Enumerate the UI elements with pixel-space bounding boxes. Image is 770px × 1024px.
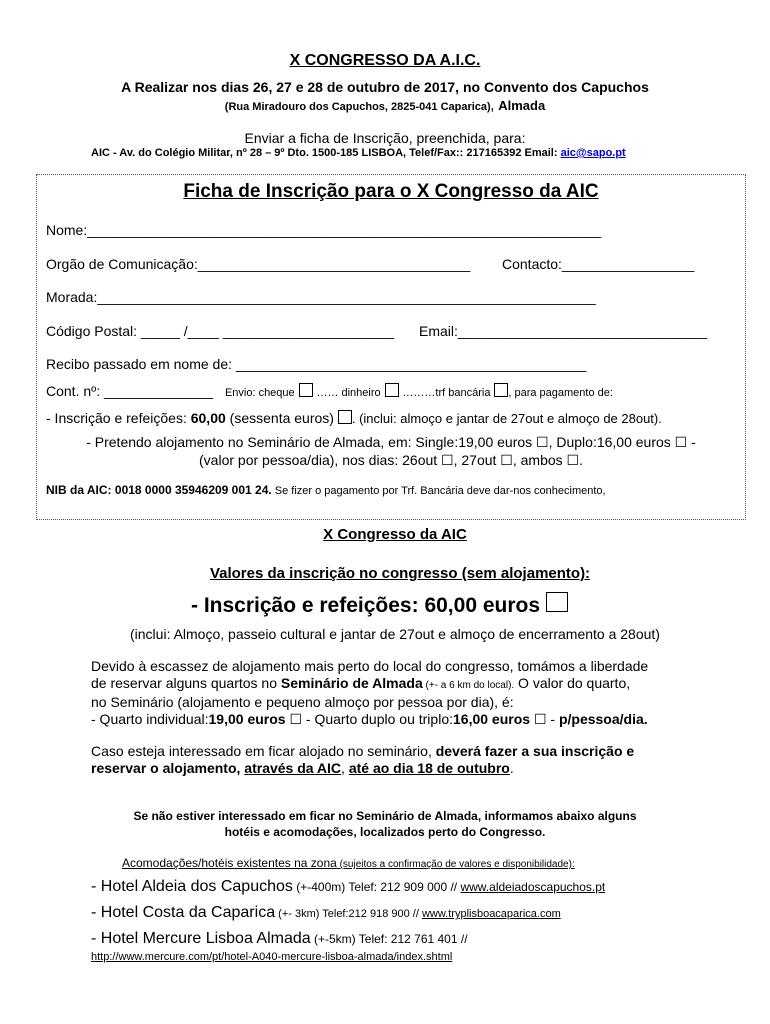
reserva-via-aic: através da AIC <box>244 760 342 776</box>
reserva-paragraph <box>91 743 634 777</box>
quarto-individual: - Quarto individual: <box>91 711 209 727</box>
field-orgao[interactable]: Orgão de Comunicação:___________________________________ <box>46 256 471 272</box>
acomodacoes-note: (sujeitos a confirmação de valores e disponibilidade): <box>336 859 575 870</box>
nib-line <box>46 483 606 497</box>
hotel-link[interactable]: www.aldeiadoscapuchos.pt <box>460 880 606 894</box>
inscricao-price: 60,00 <box>190 410 226 426</box>
field-codigo-postal[interactable]: Código Postal: _____ /____ ______________________ <box>46 323 394 339</box>
reserva-deadline: até ao dia 18 de outubro <box>348 760 510 776</box>
field-morada[interactable]: Morada:________________________________________________________________ <box>46 289 596 305</box>
hotel-link[interactable]: http://www.mercure.com/pt/hotel-A040-mercure-lisboa-almada/index.shtml <box>91 951 453 963</box>
info-includes: (inclui: Almoço, passeio cultural e jantar de 27out e almoço de encerramento a 28out) <box>130 626 660 642</box>
acomodacoes-title: Acomodações/hotéis existentes na zona <box>122 856 337 870</box>
reserva-line-1 <box>91 743 634 760</box>
inscricao-post: (sessenta euros) <box>225 410 334 426</box>
reserva-bold-2: reservar o alojamento, <box>91 760 245 776</box>
inscricao-pre: - Inscrição e refeições: <box>46 410 191 426</box>
field-recibo[interactable]: Recibo passado em nome de: _____________________________________________ <box>46 356 587 372</box>
reserva-comma: , <box>341 760 349 776</box>
envio-label: Envio: cheque <box>224 387 295 399</box>
quarto-duplo: ☐ - Quarto duplo ou triplo: <box>285 711 453 727</box>
seminario-paragraph <box>91 658 648 728</box>
hotel-item <box>91 930 468 948</box>
reserva-line-2 <box>91 760 634 777</box>
hotel-name: - Hotel Mercure Lisboa Almada <box>91 930 311 947</box>
checkbox-inscricao[interactable] <box>338 410 352 424</box>
quarto-unit: p/pessoa/dia. <box>558 711 648 727</box>
checkbox-dinheiro[interactable] <box>385 383 399 397</box>
field-email[interactable]: Email:________________________________ <box>419 323 708 339</box>
address-city: Almada <box>498 98 546 113</box>
nib-note: Se fizer o pagamento por Trf. Bancária deve dar-nos conhecimento, <box>271 485 606 497</box>
hotel-name: - Hotel Costa da Caparica <box>91 904 276 921</box>
quarto-individual-price: 19,00 euros <box>208 711 286 727</box>
reserva-period: . <box>509 760 514 776</box>
hotel-url-line <box>91 951 452 963</box>
alojamento-line-2: (valor por pessoa/dia), nos dias: 26out ☐, 27out ☐, ambos ☐. <box>199 452 583 468</box>
aic-contact: AIC - Av. do Colégio Militar, nº 28 – 9º Dto. 1500-185 LISBOA, Telef/Fax:: 217165392 Email: <box>91 147 558 159</box>
hotel-detail: (+-400m) Telef: 212 909 000 // <box>292 880 461 894</box>
checkbox-cheque[interactable] <box>299 383 313 397</box>
field-cont[interactable]: Cont. nº: ______________ <box>46 383 214 399</box>
alojamento-line-1: - Pretendo alojamento no Seminário de Almada, em: Single:19,00 euros ☐, Duplo:16,00 euros ☐ - <box>86 434 696 450</box>
aic-contact-line <box>91 147 626 159</box>
pagamento-label: , para pagamento de: <box>508 387 613 399</box>
big-price: - Inscrição e refeições: 60,00 euros <box>191 594 541 617</box>
hotel-detail: (+-5km) Telef: 212 761 401 // <box>310 932 468 946</box>
hotels-note <box>0 808 770 840</box>
hotel-item <box>91 878 605 896</box>
valores-heading: Valores da inscrição no congresso (sem alojamento): <box>209 565 591 582</box>
seminario-line-4 <box>91 711 648 728</box>
hotel-name: - Hotel Aldeia dos Capuchos <box>91 878 293 895</box>
address-street: (Rua Miradouro dos Capuchos, 2825-041 Caparica), <box>224 101 494 113</box>
hotel-item <box>91 904 561 922</box>
trf-label: ………trf bancária <box>402 387 491 399</box>
send-instructions: Enviar a ficha de Inscrição, preenchida, para: <box>244 130 526 146</box>
seminario-valor: O valor do quarto, <box>514 675 631 691</box>
seminario-text: de reservar alguns quartos no <box>91 675 281 691</box>
checkbox-trf[interactable] <box>494 383 508 397</box>
inscricao-line <box>46 410 662 426</box>
info-title: X Congresso da AIC <box>323 526 467 543</box>
reserva-text: Caso esteja interessado em ficar alojado no seminário, <box>91 743 436 759</box>
seminario-line-1: Devido à escassez de alojamento mais perto do local do congresso, tomámos a liberdade <box>91 658 649 674</box>
hotels-note-line-1: Se não estiver interessado em ficar no Seminário de Almada, informamos abaixo alguns <box>133 809 637 823</box>
dinheiro-label: …… dinheiro <box>316 387 381 399</box>
congress-address <box>0 97 770 115</box>
reserva-bold: deverá fazer a sua inscrição e <box>435 743 635 759</box>
inscricao-includes: . (inclui: almoço e jantar de 27out e almoço de 28out). <box>351 411 662 426</box>
seminario-distance: (+- a 6 km do local). <box>422 680 515 691</box>
seminario-line-2 <box>91 675 648 694</box>
nib-number: NIB da AIC: 0018 0000 35946209 001 24. <box>46 483 272 497</box>
aic-email-link[interactable]: aic@sapo.pt <box>560 147 626 159</box>
hotels-note-line-2: hotéis e acomodações, localizados perto do Congresso. <box>224 825 546 839</box>
field-nome[interactable]: Nome:__________________________________________________________________ <box>46 222 602 238</box>
quarto-sep: ☐ - <box>530 711 559 727</box>
hotel-detail: (+- 3km) Telef:212 918 900 // <box>275 908 422 920</box>
congress-title: X CONGRESSO DA A.I.C. <box>289 52 481 69</box>
congress-subtitle: A Realizar nos dias 26, 27 e 28 de outubro de 2017, no Convento dos Capuchos <box>121 79 649 95</box>
seminario-line-3: no Seminário (alojamento e pequeno almoço por pessoa por dia), é: <box>91 694 514 710</box>
field-contacto[interactable]: Contacto:_________________ <box>502 256 695 272</box>
payment-line <box>46 383 613 399</box>
big-price-line <box>191 592 568 618</box>
acomodacoes-heading <box>122 856 575 870</box>
form-title: Ficha de Inscrição para o X Congresso da AIC <box>183 181 599 202</box>
seminario-name: Seminário de Almada <box>280 675 423 691</box>
quarto-duplo-price: 16,00 euros <box>453 711 531 727</box>
checkbox-big-price[interactable] <box>546 592 568 612</box>
hotel-link[interactable]: www.tryplisboacaparica.com <box>421 908 561 920</box>
